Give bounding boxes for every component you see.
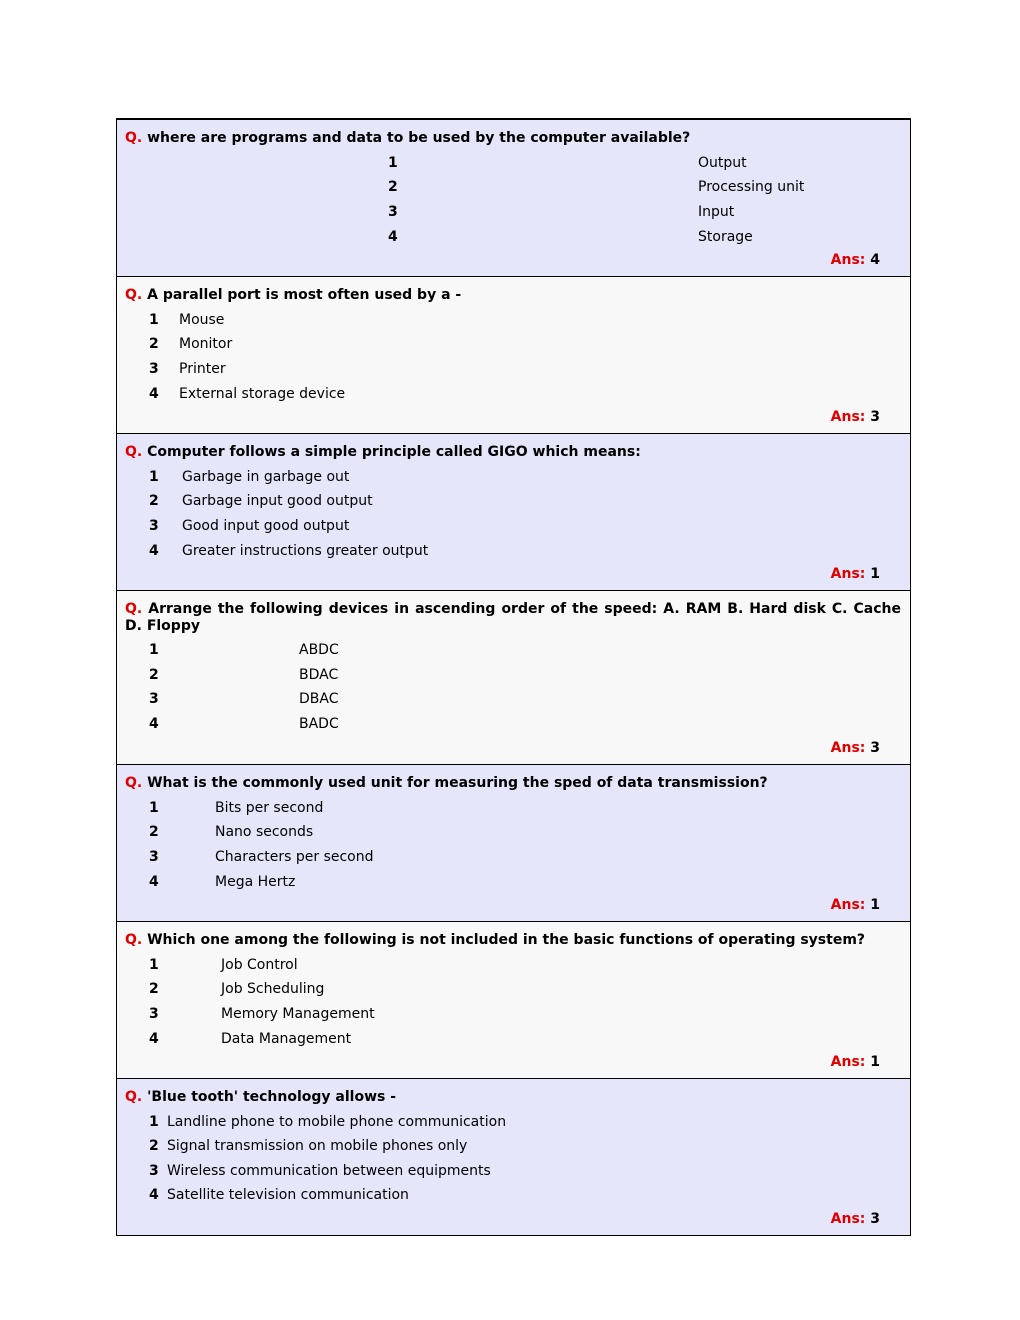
answer [831,1211,880,1228]
answer-label: Ans: [830,1211,866,1227]
answer [831,252,880,269]
question-text: Q. Computer follows a simple principle called GIGO which means: [125,444,641,460]
option-number: 2 [149,1138,159,1154]
option-number: 1 [149,800,159,816]
option-number: 3 [149,361,159,377]
answer-label: Ans: [830,740,866,756]
option-number: 1 [388,155,398,171]
answer-label: Ans: [830,1054,866,1070]
option-text: DBAC [299,691,339,707]
question-marker: Q. [125,130,143,146]
question-sheet [116,118,911,1236]
answer [831,897,880,914]
option-text: Bits per second [215,800,324,816]
option-number: 1 [149,957,159,973]
question-text: Q. where are programs and data to be used by the computer available? [125,130,691,146]
question-text: Q. A parallel port is most often used by a - [125,287,462,303]
answer-value: 3 [870,409,880,425]
option-text: Landline phone to mobile phone communication [167,1114,507,1130]
answer [831,566,880,583]
option-number: 3 [149,1006,159,1022]
answer-value: 1 [870,897,880,913]
option-text: Good input good output [182,518,350,534]
question-block [117,1079,910,1235]
answer-value: 3 [870,740,880,756]
option-number: 4 [149,874,159,890]
question-marker: Q. [125,444,143,460]
option-number: 1 [149,312,159,328]
option-number: 4 [149,543,159,559]
option-number: 2 [149,981,159,997]
option-text: Input [698,204,735,220]
option-text: Satellite television communication [167,1187,409,1203]
option-number: 3 [149,691,159,707]
question-text: Q. Arrange the following devices in ascending order of the speed: A. RAM B. Hard disk C. Cache D. Floppy [125,601,901,634]
option-text: ABDC [299,642,339,658]
answer-label: Ans: [830,252,866,268]
option-number: 1 [149,1114,159,1130]
option-text: Job Scheduling [221,981,325,997]
option-text: Characters per second [215,849,374,865]
question-text: Q. Which one among the following is not included in the basic functions of operating system? [125,932,866,948]
option-text: Memory Management [221,1006,375,1022]
answer-value: 1 [870,566,880,582]
option-text: Wireless communication between equipments [167,1163,491,1179]
option-text: External storage device [179,386,346,402]
option-text: Monitor [179,336,233,352]
question-marker: Q. [125,601,143,617]
option-number: 2 [388,179,398,195]
answer-label: Ans: [830,566,866,582]
option-text: Mouse [179,312,225,328]
option-number: 4 [149,386,159,402]
answer-label: Ans: [830,897,866,913]
option-text: Mega Hertz [215,874,296,890]
option-number: 4 [149,1187,159,1203]
option-text: Data Management [221,1031,352,1047]
option-text: Nano seconds [215,824,314,840]
option-text: BDAC [299,667,339,683]
question-text: Q. What is the commonly used unit for measuring the sped of data transmission? [125,775,768,791]
option-text: Garbage input good output [182,493,373,509]
answer-value: 3 [870,1211,880,1227]
option-text: Printer [179,361,226,377]
option-text: Signal transmission on mobile phones only [167,1138,468,1154]
option-text: BADC [299,716,339,732]
option-text: Job Control [221,957,298,973]
answer-value: 4 [870,252,880,268]
answer [831,1054,880,1071]
option-number: 4 [149,716,159,732]
option-number: 2 [149,336,159,352]
option-number: 4 [388,229,398,245]
option-text: Storage [698,229,753,245]
option-number: 4 [149,1031,159,1047]
option-number: 2 [149,824,159,840]
question-marker: Q. [125,932,143,948]
answer [831,740,880,757]
question-block [117,434,910,591]
question-block [117,922,910,1079]
question-marker: Q. [125,1089,143,1105]
option-number: 3 [149,849,159,865]
question-block [117,120,910,277]
option-number: 2 [149,667,159,683]
question-block [117,591,910,765]
option-text: Output [698,155,747,171]
option-number: 1 [149,642,159,658]
option-text: Garbage in garbage out [182,469,350,485]
question-text: Q. 'Blue tooth' technology allows - [125,1089,397,1105]
answer-value: 1 [870,1054,880,1070]
question-marker: Q. [125,287,143,303]
option-number: 3 [149,1163,159,1179]
option-number: 3 [149,518,159,534]
question-block [117,765,910,922]
option-text: Greater instructions greater output [182,543,429,559]
question-block [117,277,910,434]
answer [831,409,880,426]
option-number: 3 [388,204,398,220]
option-number: 2 [149,493,159,509]
option-number: 1 [149,469,159,485]
answer-label: Ans: [830,409,866,425]
question-marker: Q. [125,775,143,791]
option-text: Processing unit [698,179,805,195]
